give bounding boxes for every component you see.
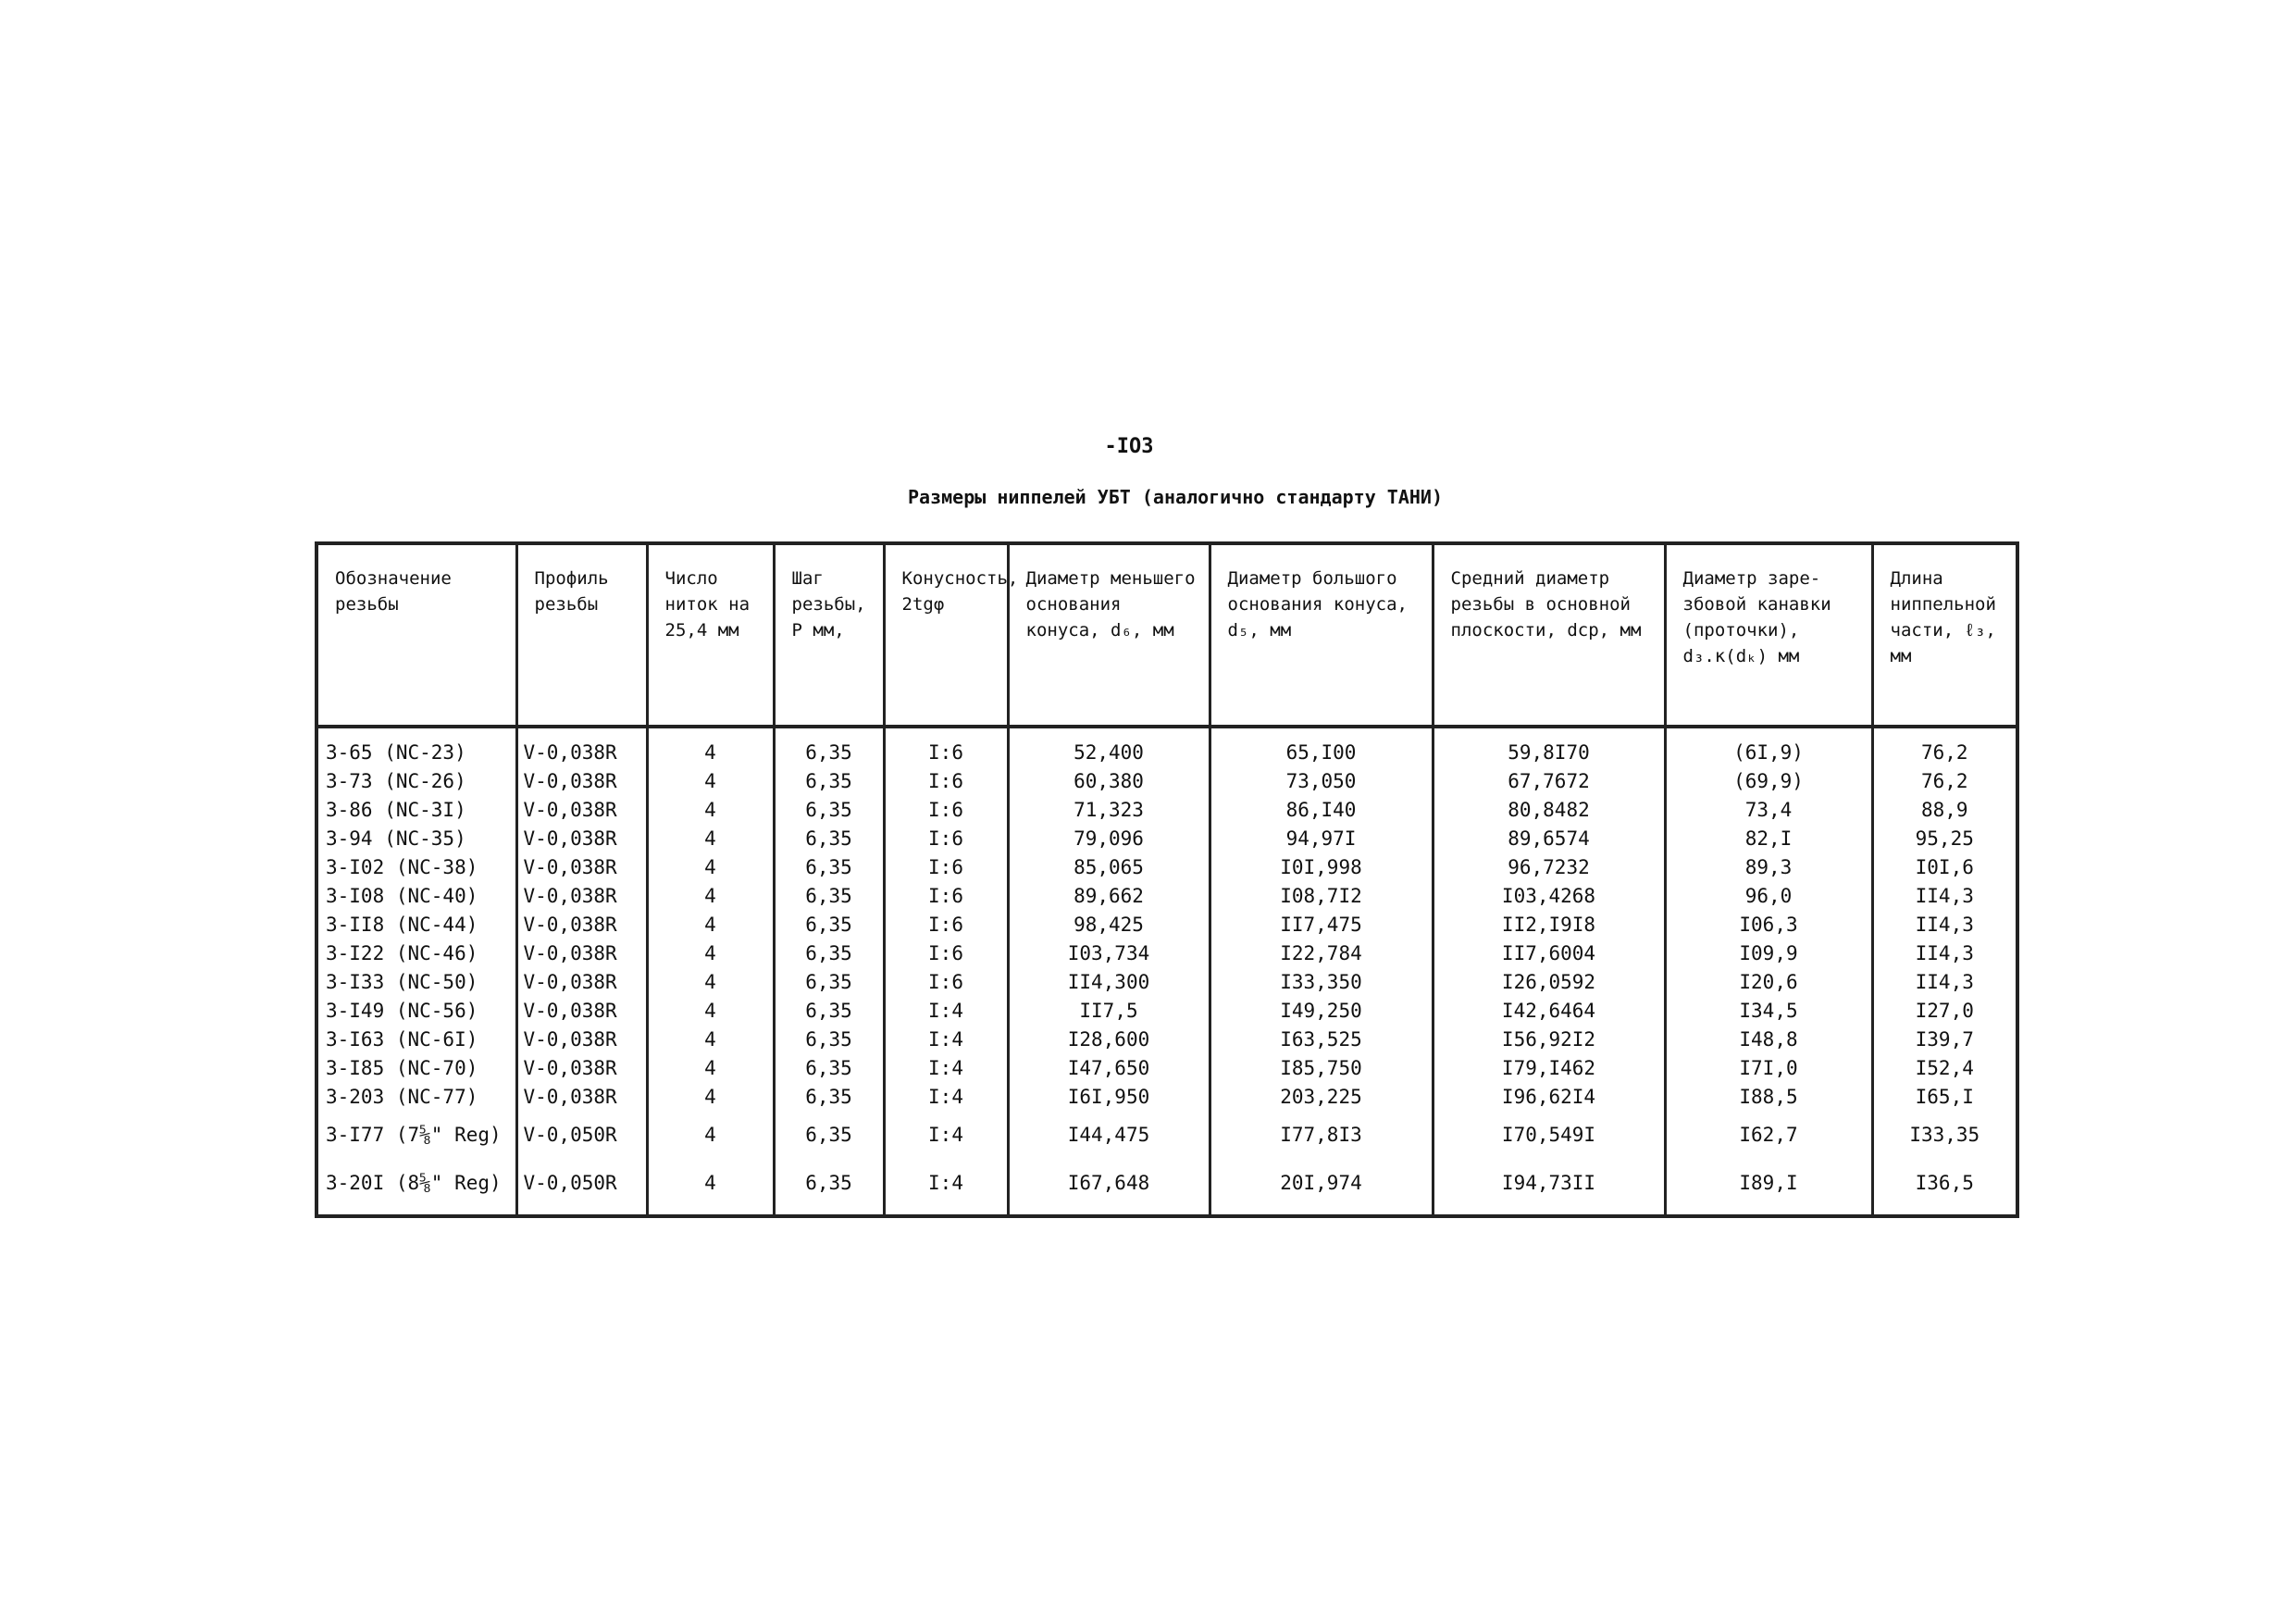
cell-groove-diameter: I62,7 (1665, 1111, 1872, 1159)
cell-pitch-diameter: I26,0592 (1433, 967, 1665, 996)
cell-profile: V-0,050R (516, 1159, 647, 1216)
cell-designation: 3-I33 (NC-50) (316, 967, 516, 996)
cell-pitch: 6,35 (774, 1159, 884, 1216)
table-row (316, 939, 2017, 967)
cell-groove-diameter: I48,8 (1665, 1025, 1872, 1053)
cell-threads: 4 (647, 967, 774, 996)
thread-dimensions-table (315, 541, 2019, 1218)
cell-small-diameter: II7,5 (1008, 996, 1210, 1025)
cell-threads: 4 (647, 939, 774, 967)
cell-pin-length: II4,3 (1872, 967, 2017, 996)
cell-groove-diameter: 73,4 (1665, 795, 1872, 824)
cell-designation: 3-I08 (NC-40) (316, 881, 516, 910)
table-body (316, 727, 2017, 1216)
cell-designation: 3-I49 (NC-56) (316, 996, 516, 1025)
cell-threads: 4 (647, 766, 774, 795)
cell-pitch: 6,35 (774, 1111, 884, 1159)
cell-pin-length: 76,2 (1872, 766, 2017, 795)
cell-pitch-diameter: I56,92I2 (1433, 1025, 1665, 1053)
cell-profile: V-0,038R (516, 1053, 647, 1082)
cell-pitch: 6,35 (774, 824, 884, 852)
cell-large-diameter: I85,750 (1210, 1053, 1433, 1082)
cell-pitch-diameter: 80,8482 (1433, 795, 1665, 824)
cell-groove-diameter: (69,9) (1665, 766, 1872, 795)
cell-taper: I:4 (884, 1082, 1008, 1111)
cell-pin-length: I65,I (1872, 1082, 2017, 1111)
col-header-pitch-diameter: Средний диаметр резьбы в основной плоскости, dср, мм (1433, 543, 1665, 727)
cell-small-diameter: 71,323 (1008, 795, 1210, 824)
cell-profile: V-0,038R (516, 910, 647, 939)
cell-small-diameter: 85,065 (1008, 852, 1210, 881)
cell-threads: 4 (647, 996, 774, 1025)
cell-threads: 4 (647, 795, 774, 824)
cell-taper: I:4 (884, 1111, 1008, 1159)
cell-groove-diameter: I34,5 (1665, 996, 1872, 1025)
cell-profile: V-0,038R (516, 1082, 647, 1111)
cell-designation: 3-I77 (7⅝" Reg) (316, 1111, 516, 1159)
cell-small-diameter: II4,300 (1008, 967, 1210, 996)
table-row (316, 727, 2017, 766)
cell-profile: V-0,038R (516, 881, 647, 910)
cell-pin-length: I27,0 (1872, 996, 2017, 1025)
col-header-taper: Конусность, 2tgφ (884, 543, 1008, 727)
cell-groove-diameter: 89,3 (1665, 852, 1872, 881)
cell-taper: I:6 (884, 727, 1008, 766)
table-row (316, 766, 2017, 795)
cell-threads: 4 (647, 1159, 774, 1216)
cell-groove-diameter: I7I,0 (1665, 1053, 1872, 1082)
cell-profile: V-0,038R (516, 996, 647, 1025)
cell-threads: 4 (647, 881, 774, 910)
cell-pin-length: II4,3 (1872, 881, 2017, 910)
cell-pitch: 6,35 (774, 881, 884, 910)
col-header-threads-per-inch: Число ниток на 25,4 мм (647, 543, 774, 727)
cell-threads: 4 (647, 1111, 774, 1159)
cell-pitch-diameter: I79,I462 (1433, 1053, 1665, 1082)
col-header-pin-length: Длина ниппельной части, ℓ₃, мм (1872, 543, 2017, 727)
cell-large-diameter: I33,350 (1210, 967, 1433, 996)
cell-large-diameter: I63,525 (1210, 1025, 1433, 1053)
cell-small-diameter: I44,475 (1008, 1111, 1210, 1159)
cell-pitch-diameter: II7,6004 (1433, 939, 1665, 967)
cell-pin-length: 88,9 (1872, 795, 2017, 824)
cell-pin-length: 76,2 (1872, 727, 2017, 766)
page-number: -IO3 (1104, 435, 1154, 458)
cell-designation: 3-86 (NC-3I) (316, 795, 516, 824)
cell-designation: 3-I63 (NC-6I) (316, 1025, 516, 1053)
cell-pitch: 6,35 (774, 996, 884, 1025)
cell-pin-length: 95,25 (1872, 824, 2017, 852)
cell-pitch-diameter: 67,7672 (1433, 766, 1665, 795)
cell-designation: 3-73 (NC-26) (316, 766, 516, 795)
table-row (316, 1025, 2017, 1053)
cell-pitch: 6,35 (774, 852, 884, 881)
cell-profile: V-0,050R (516, 1111, 647, 1159)
cell-pitch: 6,35 (774, 1082, 884, 1111)
cell-profile: V-0,038R (516, 1025, 647, 1053)
cell-pin-length: I36,5 (1872, 1159, 2017, 1216)
col-header-relief-groove-diameter: Диаметр зарезбовой канавки (проточки), d₃.к(dₖ) мм (1665, 543, 1872, 727)
cell-large-diameter: 73,050 (1210, 766, 1433, 795)
cell-taper: I:6 (884, 766, 1008, 795)
cell-large-diameter: 20I,974 (1210, 1159, 1433, 1216)
table-row (316, 996, 2017, 1025)
cell-taper: I:4 (884, 1025, 1008, 1053)
cell-threads: 4 (647, 1053, 774, 1082)
table-row (316, 1159, 2017, 1216)
table-row (316, 852, 2017, 881)
table-row (316, 824, 2017, 852)
cell-pitch-diameter: II2,I9I8 (1433, 910, 1665, 939)
cell-taper: I:4 (884, 1053, 1008, 1082)
cell-pitch: 6,35 (774, 1053, 884, 1082)
cell-large-diameter: I22,784 (1210, 939, 1433, 967)
cell-groove-diameter: I20,6 (1665, 967, 1872, 996)
table-row (316, 967, 2017, 996)
cell-threads: 4 (647, 910, 774, 939)
cell-pitch: 6,35 (774, 939, 884, 967)
cell-taper: I:4 (884, 996, 1008, 1025)
cell-pitch: 6,35 (774, 795, 884, 824)
cell-designation: 3-203 (NC-77) (316, 1082, 516, 1111)
cell-profile: V-0,038R (516, 824, 647, 852)
cell-profile: V-0,038R (516, 795, 647, 824)
cell-small-diameter: I6I,950 (1008, 1082, 1210, 1111)
cell-pin-length: I39,7 (1872, 1025, 2017, 1053)
cell-pin-length: I0I,6 (1872, 852, 2017, 881)
cell-small-diameter: 52,400 (1008, 727, 1210, 766)
cell-large-diameter: II7,475 (1210, 910, 1433, 939)
col-header-pitch: Шаг резьбы, P мм, (774, 543, 884, 727)
cell-threads: 4 (647, 1025, 774, 1053)
cell-small-diameter: I67,648 (1008, 1159, 1210, 1216)
table-header (316, 543, 2017, 727)
cell-large-diameter: 65,I00 (1210, 727, 1433, 766)
cell-taper: I:6 (884, 852, 1008, 881)
cell-designation: 3-I22 (NC-46) (316, 939, 516, 967)
cell-pin-length: II4,3 (1872, 939, 2017, 967)
cell-taper: I:6 (884, 795, 1008, 824)
cell-pitch-diameter: I42,6464 (1433, 996, 1665, 1025)
cell-large-diameter: 94,97I (1210, 824, 1433, 852)
cell-groove-diameter: I09,9 (1665, 939, 1872, 967)
cell-designation: 3-94 (NC-35) (316, 824, 516, 852)
cell-taper: I:6 (884, 967, 1008, 996)
cell-taper: I:6 (884, 939, 1008, 967)
cell-groove-diameter: (6I,9) (1665, 727, 1872, 766)
cell-taper: I:6 (884, 881, 1008, 910)
cell-pitch-diameter: 96,7232 (1433, 852, 1665, 881)
cell-designation: 3-I85 (NC-70) (316, 1053, 516, 1082)
cell-taper: I:4 (884, 1159, 1008, 1216)
cell-taper: I:6 (884, 910, 1008, 939)
cell-small-diameter: I28,600 (1008, 1025, 1210, 1053)
cell-pin-length: I52,4 (1872, 1053, 2017, 1082)
cell-designation: 3-II8 (NC-44) (316, 910, 516, 939)
cell-designation: 3-65 (NC-23) (316, 727, 516, 766)
cell-threads: 4 (647, 852, 774, 881)
cell-large-diameter: I49,250 (1210, 996, 1433, 1025)
cell-profile: V-0,038R (516, 727, 647, 766)
col-header-designation: Обозначение резьбы (316, 543, 516, 727)
cell-threads: 4 (647, 1082, 774, 1111)
cell-taper: I:6 (884, 824, 1008, 852)
cell-groove-diameter: I89,I (1665, 1159, 1872, 1216)
cell-groove-diameter: I06,3 (1665, 910, 1872, 939)
cell-large-diameter: I77,8I3 (1210, 1111, 1433, 1159)
cell-profile: V-0,038R (516, 939, 647, 967)
table-row (316, 1082, 2017, 1111)
header-row (316, 543, 2017, 727)
cell-pitch-diameter: 89,6574 (1433, 824, 1665, 852)
cell-pitch: 6,35 (774, 967, 884, 996)
table-row (316, 795, 2017, 824)
cell-pitch: 6,35 (774, 727, 884, 766)
table-row (316, 881, 2017, 910)
cell-pitch-diameter: I96,62I4 (1433, 1082, 1665, 1111)
table-row (316, 1053, 2017, 1082)
cell-pitch-diameter: I70,549I (1433, 1111, 1665, 1159)
cell-pitch-diameter: I03,4268 (1433, 881, 1665, 910)
cell-pitch: 6,35 (774, 1025, 884, 1053)
cell-large-diameter: I08,7I2 (1210, 881, 1433, 910)
cell-designation: 3-20I (8⅝" Reg) (316, 1159, 516, 1216)
cell-pin-length: II4,3 (1872, 910, 2017, 939)
col-header-large-diameter: Диаметр большого основания конуса, d₅, мм (1210, 543, 1433, 727)
cell-small-diameter: 79,096 (1008, 824, 1210, 852)
cell-small-diameter: I03,734 (1008, 939, 1210, 967)
cell-profile: V-0,038R (516, 852, 647, 881)
cell-groove-diameter: 82,I (1665, 824, 1872, 852)
table-row (316, 910, 2017, 939)
cell-groove-diameter: 96,0 (1665, 881, 1872, 910)
table-title: Размеры ниппелей УБТ (аналогично стандарту ТАНИ) (908, 486, 1443, 508)
cell-small-diameter: 98,425 (1008, 910, 1210, 939)
table-row (316, 1111, 2017, 1159)
cell-groove-diameter: I88,5 (1665, 1082, 1872, 1111)
cell-pin-length: I33,35 (1872, 1111, 2017, 1159)
cell-threads: 4 (647, 824, 774, 852)
col-header-small-diameter: Диаметр меньшего основания конуса, d₆, мм (1008, 543, 1210, 727)
cell-profile: V-0,038R (516, 766, 647, 795)
cell-threads: 4 (647, 727, 774, 766)
cell-profile: V-0,038R (516, 967, 647, 996)
cell-large-diameter: 203,225 (1210, 1082, 1433, 1111)
cell-small-diameter: I47,650 (1008, 1053, 1210, 1082)
cell-designation: 3-I02 (NC-38) (316, 852, 516, 881)
cell-small-diameter: 89,662 (1008, 881, 1210, 910)
cell-pitch: 6,35 (774, 766, 884, 795)
cell-large-diameter: 86,I40 (1210, 795, 1433, 824)
cell-pitch-diameter: 59,8I70 (1433, 727, 1665, 766)
cell-pitch: 6,35 (774, 910, 884, 939)
col-header-profile: Профиль резьбы (516, 543, 647, 727)
cell-pitch-diameter: I94,73II (1433, 1159, 1665, 1216)
cell-small-diameter: 60,380 (1008, 766, 1210, 795)
cell-large-diameter: I0I,998 (1210, 852, 1433, 881)
